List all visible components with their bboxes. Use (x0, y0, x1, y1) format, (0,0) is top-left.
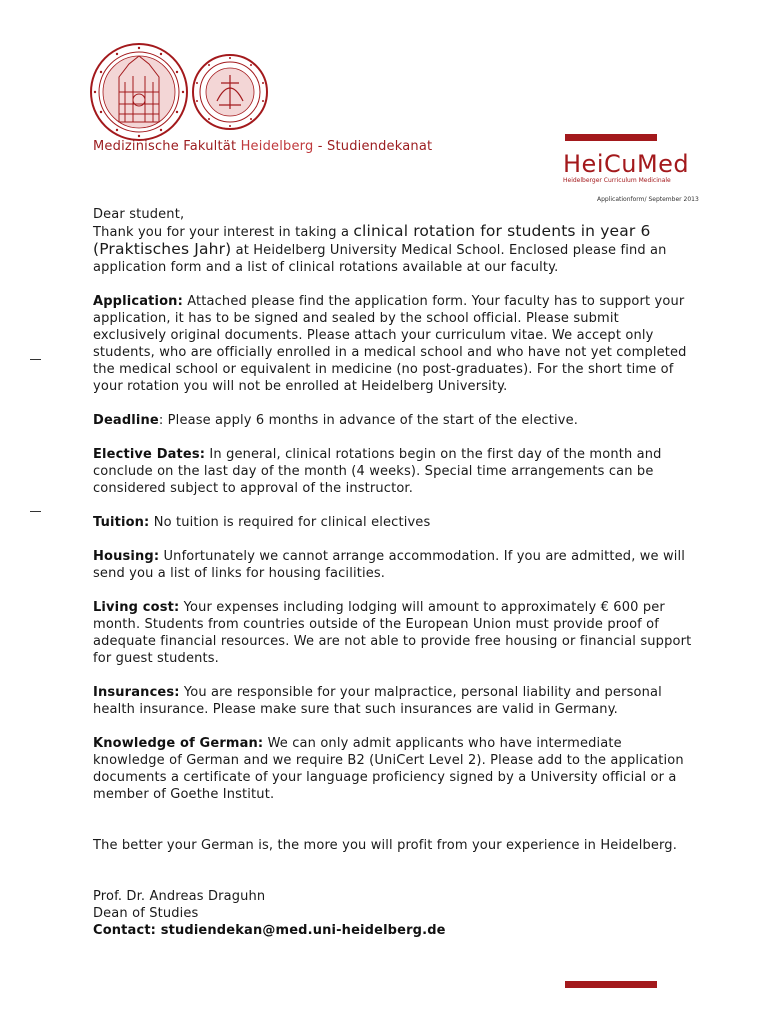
contact-line: Contact: studiendekan@med.uni-heidelberg.de (93, 923, 446, 938)
section-text: Attached please find the application form. Your faculty has to support your application, it has to be signed and sealed by the school official. Please submit exclusively original documents. Please attach your curriculum vitae. We accept only students, who are officially enrolled in a medical school and who have not yet completed the medical school or equivalent in medicine (no post-graduates). For the short time of your rotation you will not be enrolled at Heidelberg University. (93, 294, 687, 394)
section-label: Deadline (93, 413, 159, 428)
section-living-cost (93, 599, 693, 667)
header-red-bar (565, 134, 657, 141)
section-label: Living cost: (93, 600, 180, 615)
letter-body (93, 206, 693, 939)
section-text: Unfortunately we cannot arrange accommodation. If you are admitted, we will send you a list of links for housing facilities. (93, 549, 686, 581)
closing-line: The better your German is, the more you will profit from your experience in Heidelberg. (93, 838, 677, 853)
section-tuition (93, 514, 693, 531)
section-text: : Please apply 6 months in advance of the start of the elective. (158, 413, 579, 428)
section-deadline (93, 412, 693, 429)
heicumed-logo (563, 152, 689, 184)
section-label: Housing: (93, 549, 160, 564)
intro-paragraph (93, 223, 693, 276)
fold-mark-middle (30, 511, 41, 512)
faculty-seal-small (191, 53, 269, 131)
section-insurances (93, 684, 693, 718)
intro-text-a: Thank you for your interest in taking a (93, 225, 354, 240)
logo-subtitle: Heidelberger Curriculum Medicinale (563, 177, 671, 184)
greeting: Dear student, (93, 207, 185, 222)
intro-text-b: at Heidelberg University Medical School. Enclosed please find an application form and a list of clinical rotations available at our faculty. (93, 243, 667, 275)
section-label: Tuition: (93, 515, 150, 530)
fold-mark-top (30, 359, 41, 360)
university-seal-large (89, 42, 189, 142)
form-reference: Applicationform/ September 2013 (597, 196, 699, 203)
section-elective-dates (93, 446, 693, 497)
faculty-city: Heidelberg (240, 139, 314, 154)
intro-highlight-a: clinical rotation for students in year 6 (353, 222, 651, 240)
logo-wordmark: HeiCuMed (563, 150, 690, 178)
signer-title: Dean of Studies (93, 906, 199, 921)
section-text: You are responsible for your malpractice, personal liability and personal health insurance. Please make sure that such insurances are valid in Germany. (93, 685, 662, 717)
section-label: Elective Dates: (93, 447, 206, 462)
intro-highlight-b: (Praktisches Jahr) (93, 240, 232, 258)
faculty-header (93, 139, 432, 154)
section-label: Insurances: (93, 685, 180, 700)
faculty-name: Medizinische Fakultät (93, 139, 241, 154)
section-text: We can only admit applicants who have intermediate knowledge of German and we require B2 (UniCert Level 2). Please add to the application documents a certificate of your language proficiency signed by a University official or a member of Goethe Institut. (93, 736, 684, 802)
section-label: Knowledge of German: (93, 736, 264, 751)
section-text: No tuition is required for clinical electives (149, 515, 431, 530)
section-text: Your expenses including lodging will amount to approximately € 600 per month. Students from countries outside of the European Union must provide proof of adequate financial resources. We are not able to provide free housing or financial support for guest students. (93, 600, 692, 666)
section-label: Application: (93, 294, 183, 309)
faculty-office: - Studiendekanat (313, 139, 433, 154)
section-knowledge-of-german (93, 735, 693, 803)
footer-red-bar (565, 981, 657, 988)
section-text: In general, clinical rotations begin on the first day of the month and conclude on the last day of the month (4 weeks). Special time arrangements can be considered subject to approval of the instructor. (93, 447, 662, 496)
section-housing (93, 548, 693, 582)
signer-name: Prof. Dr. Andreas Draguhn (93, 889, 266, 904)
section-application (93, 293, 693, 395)
